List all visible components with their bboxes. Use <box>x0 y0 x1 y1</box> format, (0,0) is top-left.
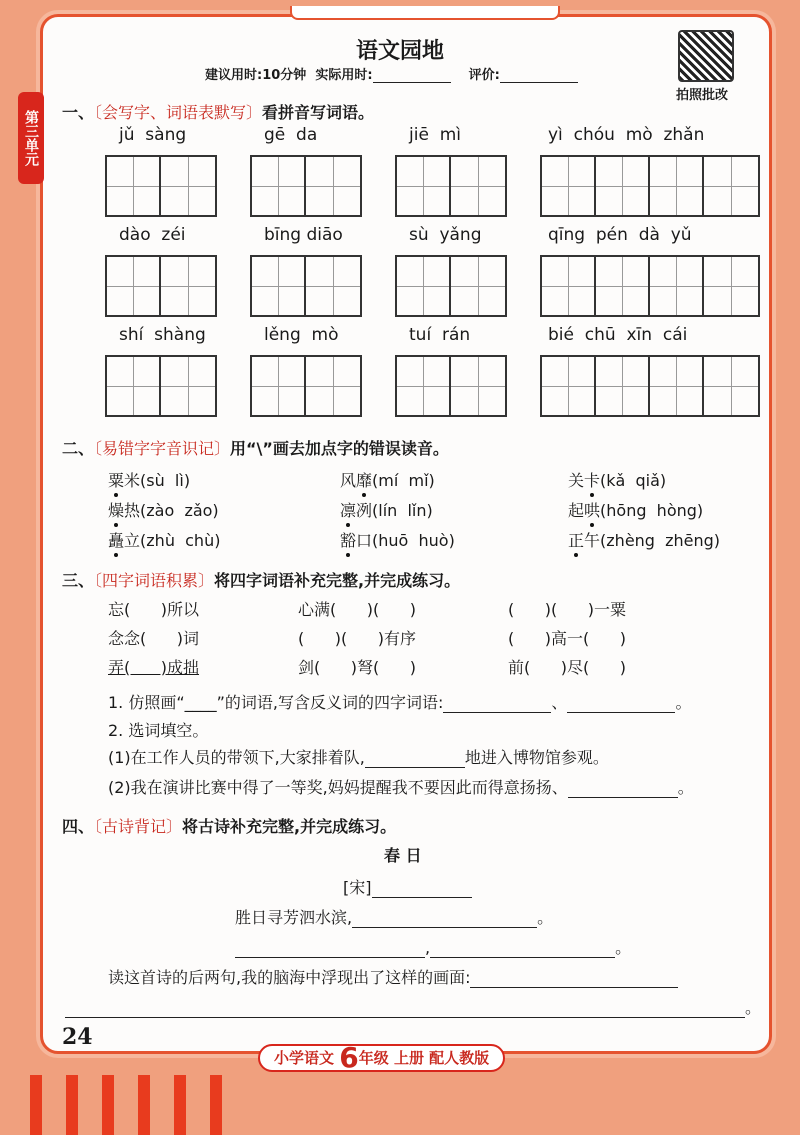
poem-line-1: 胜日寻芳泗水滨, 。 <box>235 908 554 927</box>
page-title: 语文园地 <box>355 39 444 64</box>
character-grid <box>250 355 362 417</box>
writing-cell[interactable] <box>451 357 505 415</box>
character-grid <box>540 155 760 217</box>
writing-cell[interactable] <box>107 257 161 315</box>
writing-cell[interactable] <box>161 157 215 215</box>
character-grid <box>395 155 507 217</box>
idiom-item[interactable]: ( )( )一粟 <box>508 600 627 619</box>
idiom-item[interactable]: 念念( )词 <box>108 629 200 648</box>
writing-cell[interactable] <box>161 357 215 415</box>
answer-blank[interactable] <box>365 754 465 768</box>
idiom-item[interactable]: ( )高一( ) <box>508 629 627 648</box>
poem-author: [宋] <box>343 875 472 898</box>
writing-cell[interactable] <box>542 357 596 415</box>
idiom-item[interactable]: 剑( )弩( ) <box>298 658 417 677</box>
answer-blank[interactable] <box>430 944 615 958</box>
pinyin: bié chū xīn cái <box>548 325 688 345</box>
pinyin: sù yǎng <box>409 225 482 245</box>
pinyin: lěng mò <box>264 325 339 345</box>
pronunciation-item: 燥热(zào zǎo) <box>108 501 219 520</box>
writing-cell[interactable] <box>542 257 596 315</box>
writing-cell[interactable] <box>650 257 704 315</box>
answer-blank[interactable] <box>65 1004 745 1018</box>
pronunciation-item: 关卡(kǎ qiǎ) <box>568 471 667 490</box>
rating-blank[interactable] <box>500 69 578 83</box>
writing-cell[interactable] <box>252 157 306 215</box>
reading-options[interactable]: (zhù chù) <box>140 531 221 550</box>
writing-cell[interactable] <box>161 257 215 315</box>
poem-title: 春 日 <box>384 846 422 865</box>
idiom-item[interactable]: 弄( )成拙 <box>108 658 200 677</box>
pinyin: dào zéi <box>119 225 186 245</box>
character-grid <box>250 255 362 317</box>
section-4-heading: 四、〔古诗背记〕将古诗补充完整,并完成练习。 <box>62 817 397 836</box>
unit-tab: 第三单元 <box>18 92 44 184</box>
time-info: 建议用时:10分钟 实际用时: 评价: <box>205 64 578 83</box>
pronunciation-item: 矗立(zhù chù) <box>108 531 221 550</box>
section-1-heading: 一、〔会写字、词语表默写〕看拼音写词语。 <box>62 103 375 122</box>
pinyin: gē da <box>264 125 318 145</box>
idiom-item[interactable]: 忘( )所以 <box>108 600 200 619</box>
answer-blank[interactable] <box>568 784 678 798</box>
character-grid <box>540 355 760 417</box>
pinyin: jǔ sàng <box>119 125 187 145</box>
writing-cell[interactable] <box>397 157 451 215</box>
character-grid <box>395 255 507 317</box>
pronunciation-item: 起哄(hōng hòng) <box>568 501 704 520</box>
question-2: 2. 选词填空。 <box>108 721 209 740</box>
writing-cell[interactable] <box>451 157 505 215</box>
author-blank[interactable] <box>372 884 472 898</box>
qr-label: 拍照批改 <box>676 88 729 103</box>
character-grid <box>105 355 217 417</box>
writing-cell[interactable] <box>596 357 650 415</box>
pinyin: bīng diāo <box>264 225 343 245</box>
writing-cell[interactable] <box>252 357 306 415</box>
writing-cell[interactable] <box>252 257 306 315</box>
question-2-2: (2)我在演讲比赛中得了一等奖,妈妈提醒我不要因此而得意扬扬、 。 <box>108 778 694 797</box>
question-2-1: (1)在工作人员的带领下,大家排着队, 地进入博物馆参观。 <box>108 748 609 767</box>
actual-time-blank[interactable] <box>373 69 451 83</box>
pronunciation-item: 豁口(huō huò) <box>340 531 455 550</box>
pronunciation-item: 粟米(sù lì) <box>108 471 191 490</box>
reading-options[interactable]: (hōng hòng) <box>600 501 704 520</box>
writing-cell[interactable] <box>704 157 758 215</box>
writing-cell[interactable] <box>704 257 758 315</box>
writing-cell[interactable] <box>306 357 360 415</box>
writing-cell[interactable] <box>650 357 704 415</box>
writing-cell[interactable] <box>306 257 360 315</box>
pinyin: jiē mì <box>409 125 461 145</box>
reading-options[interactable]: (mí mǐ) <box>372 471 435 490</box>
writing-cell[interactable] <box>397 357 451 415</box>
character-grid <box>540 255 760 317</box>
pinyin: shí shàng <box>119 325 206 345</box>
writing-cell[interactable] <box>596 157 650 215</box>
reading-options[interactable]: (zào zǎo) <box>140 501 219 520</box>
section-2-heading: 二、〔易错字字音识记〕用“\”画去加点字的错误读音。 <box>62 439 449 458</box>
answer-blank[interactable] <box>235 944 425 958</box>
pronunciation-item: 正午(zhèng zhēng) <box>568 531 721 550</box>
poem-question: 读这首诗的后两句,我的脑海中浮现出了这样的画面: <box>108 965 678 988</box>
pronunciation-item: 风靡(mí mǐ) <box>340 471 435 490</box>
idiom-item[interactable]: ( )( )有序 <box>298 629 417 648</box>
answer-blank[interactable] <box>443 699 551 713</box>
answer-blank[interactable] <box>567 699 675 713</box>
writing-cell[interactable] <box>596 257 650 315</box>
pinyin: tuí rán <box>409 325 471 345</box>
idiom-item[interactable]: 心满( )( ) <box>298 600 417 619</box>
decorative-stripes <box>30 1075 240 1135</box>
page-number: 24 <box>62 1024 93 1050</box>
character-grid <box>105 255 217 317</box>
question-1: 1. 仿照画“____”的词语,写含反义词的四字词语: 、 。 <box>108 693 692 712</box>
reading-options[interactable]: (sù lì) <box>140 471 191 490</box>
writing-cell[interactable] <box>107 157 161 215</box>
writing-cell[interactable] <box>397 257 451 315</box>
pronunciation-item: 凛冽(lín lǐn) <box>340 501 433 520</box>
reading-options[interactable]: (zhèng zhēng) <box>600 531 721 550</box>
character-grid <box>105 155 217 217</box>
character-grid <box>250 155 362 217</box>
answer-blank[interactable] <box>470 974 678 988</box>
answer-blank[interactable] <box>352 914 537 928</box>
writing-cell[interactable] <box>107 357 161 415</box>
reading-options[interactable]: (huō huò) <box>372 531 455 550</box>
writing-cell[interactable] <box>704 357 758 415</box>
top-decoration <box>290 6 560 20</box>
pinyin: yì chóu mò zhǎn <box>548 125 705 145</box>
writing-cell[interactable] <box>650 157 704 215</box>
poem-answer-line: 。 <box>65 995 761 1018</box>
reading-options[interactable]: (kǎ qiǎ) <box>600 471 667 490</box>
reading-options[interactable]: (lín lǐn) <box>372 501 433 520</box>
writing-cell[interactable] <box>451 257 505 315</box>
character-grid <box>395 355 507 417</box>
qr-code[interactable] <box>678 30 734 82</box>
idiom-item[interactable]: 前( )尽( ) <box>508 658 627 677</box>
writing-cell[interactable] <box>542 157 596 215</box>
book-label: 小学语文 6年级 上册 配人教版 <box>258 1044 505 1072</box>
pinyin: qīng pén dà yǔ <box>548 225 692 245</box>
poem-line-2: , 。 <box>235 935 631 958</box>
writing-cell[interactable] <box>306 157 360 215</box>
section-3-heading: 三、〔四字词语积累〕将四字词语补充完整,并完成练习。 <box>62 571 461 590</box>
